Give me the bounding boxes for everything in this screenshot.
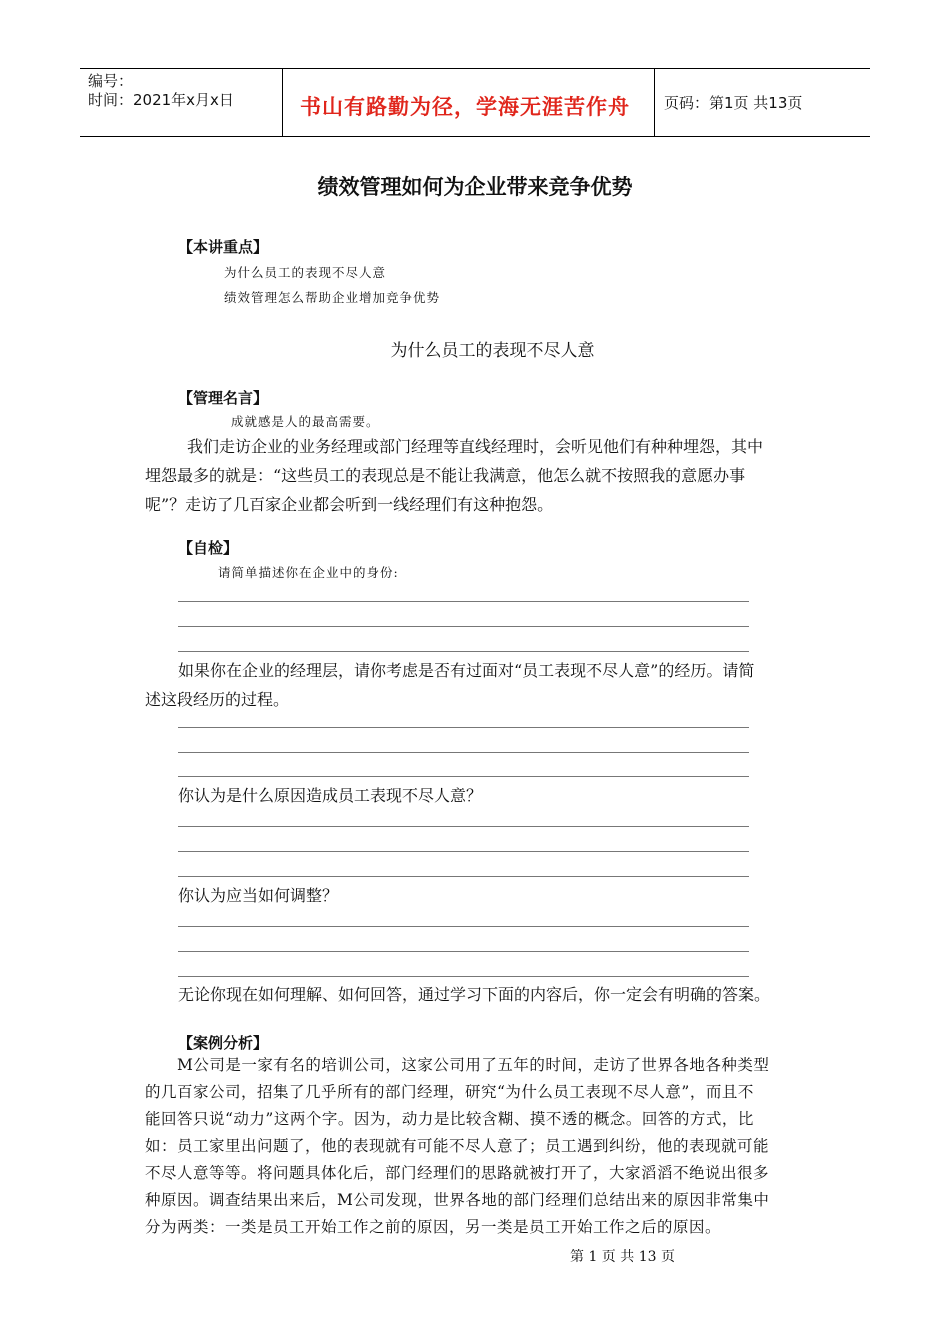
answer-line[interactable] bbox=[178, 752, 749, 753]
motto-label: 【管理名言】 bbox=[178, 389, 269, 407]
paragraph-line: M公司是一家有名的培训公司，这家公司用了五年的时间，走访了世界各地各种类型 bbox=[177, 1056, 770, 1074]
page-footer: 第 1 页 共 13 页 bbox=[570, 1249, 675, 1265]
answer-line[interactable] bbox=[178, 776, 749, 777]
paragraph-line: 述这段经历的过程。 bbox=[145, 690, 290, 709]
case-analysis-paragraph bbox=[145, 1052, 825, 1241]
answer-line[interactable] bbox=[178, 976, 749, 977]
answer-line[interactable] bbox=[178, 876, 749, 877]
answer-line[interactable] bbox=[178, 601, 749, 602]
paragraph-line: 不尽人意等等。将问题具体化后，部门经理们的思路就被打开了，大家滔滔不绝说出很多 bbox=[145, 1164, 770, 1182]
answer-line[interactable] bbox=[178, 626, 749, 627]
paragraph-line: 种原因。调查结果出来后，M公司发现，世界各地的部门经理们总结出来的原因非常集中 bbox=[145, 1191, 770, 1209]
answer-line[interactable] bbox=[178, 651, 749, 652]
self-check-question-1 bbox=[145, 656, 825, 714]
self-check-question-3: 你认为应当如何调整？ bbox=[178, 886, 339, 905]
paragraph-line: 如果你在企业的经理层，请你考虑是否有过面对“员工表现不尽人意”的经历。请简 bbox=[178, 661, 755, 680]
key-point-item: 绩效管理怎么帮助企业增加竞争优势 bbox=[224, 290, 441, 305]
paragraph-line: 能回答只说“动力”这两个字。因为，动力是比较含糊、摸不透的概念。回答的方式，比 bbox=[145, 1110, 754, 1128]
self-check-label: 【自检】 bbox=[178, 539, 239, 557]
intro-paragraph bbox=[145, 432, 825, 519]
paragraph-line: 埋怨最多的就是：“这些员工的表现总是不能让我满意，他怎么就不按照我的意愿办事 bbox=[145, 466, 746, 485]
self-check-question-2: 你认为是什么原因造成员工表现不尽人意？ bbox=[178, 786, 483, 805]
motto-quote: 成就感是人的最高需要。 bbox=[231, 414, 380, 429]
paragraph-line: 呢”？走访了几百家企业都会听到一线经理们有这种抱怨。 bbox=[145, 495, 554, 514]
header-top-border bbox=[80, 68, 870, 69]
paragraph-line: 我们走访企业的业务经理或部门经理等直线经理时，会听见他们有种种埋怨，其中 bbox=[187, 437, 764, 456]
self-check-closing: 无论你现在如何理解、如何回答，通过学习下面的内容后，你一定会有明确的答案。 bbox=[178, 985, 771, 1004]
key-points-label: 【本讲重点】 bbox=[178, 238, 269, 256]
paragraph-line: 如：员工家里出问题了，他的表现就有可能不尽人意了；员工遇到纠纷，他的表现就可能 bbox=[145, 1137, 770, 1155]
answer-line[interactable] bbox=[178, 951, 749, 952]
paragraph-line: 分为两类：一类是员工开始工作之前的原因，另一类是员工开始工作之后的原因。 bbox=[145, 1218, 722, 1236]
answer-line[interactable] bbox=[178, 851, 749, 852]
header-divider-right bbox=[654, 68, 655, 136]
answer-line[interactable] bbox=[178, 727, 749, 728]
header-time-label: 时间：2021年x月x日 bbox=[88, 91, 234, 109]
header-motto: 书山有路勤为径，学海无涯苦作舟 bbox=[300, 95, 630, 119]
paragraph-line: 的几百家公司，招集了几乎所有的部门经理，研究“为什么员工表现不尽人意”，而且不 bbox=[145, 1083, 754, 1101]
answer-line[interactable] bbox=[178, 926, 749, 927]
header-divider-left bbox=[282, 68, 283, 136]
section-heading: 为什么员工的表现不尽人意 bbox=[390, 341, 595, 361]
case-analysis-label: 【案例分析】 bbox=[178, 1034, 269, 1052]
header-number-label: 编号： bbox=[88, 72, 134, 90]
document-title: 绩效管理如何为企业带来竞争优势 bbox=[317, 175, 633, 199]
answer-line[interactable] bbox=[178, 826, 749, 827]
self-check-prompt: 请简单描述你在企业中的身份: bbox=[218, 565, 399, 580]
header-page-info: 页码：第1页 共13页 bbox=[664, 94, 803, 112]
key-point-item: 为什么员工的表现不尽人意 bbox=[224, 265, 387, 280]
header-bottom-border bbox=[80, 136, 870, 137]
